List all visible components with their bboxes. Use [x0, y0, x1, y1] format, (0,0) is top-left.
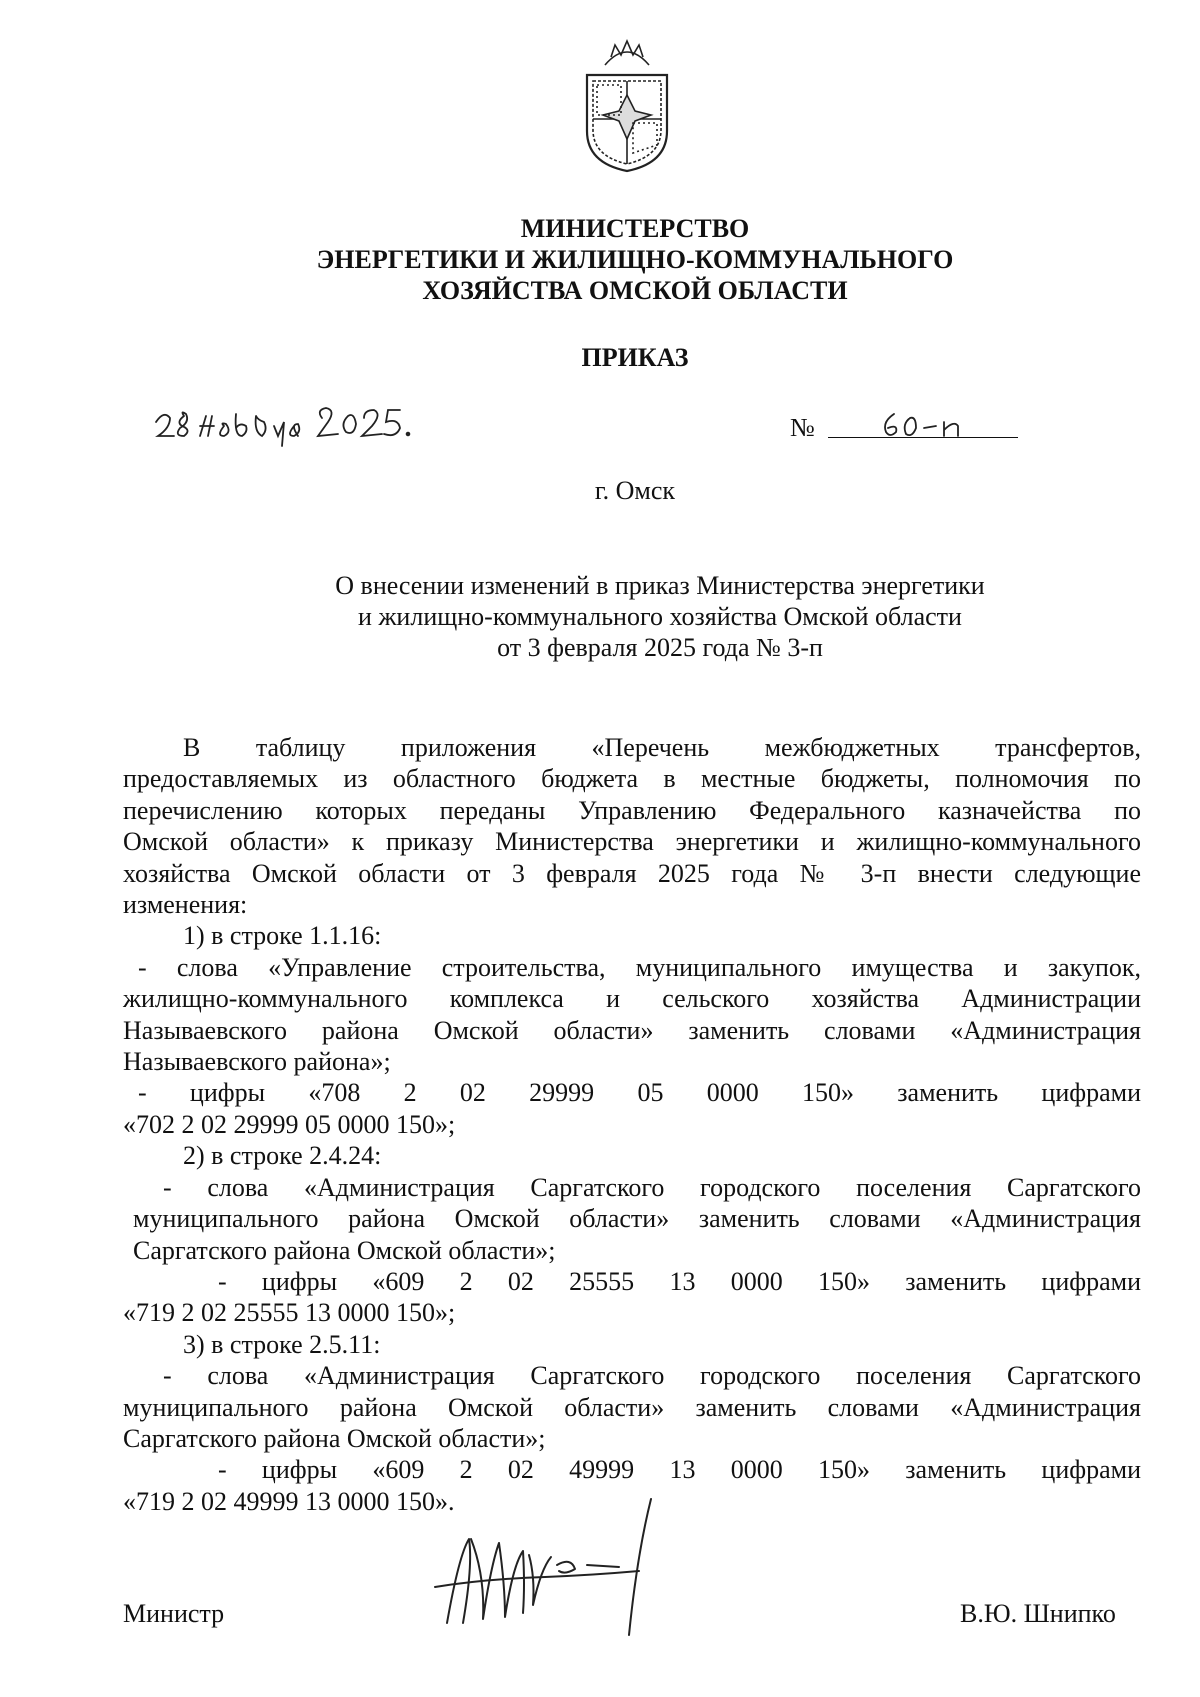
body-line: Называевского района»;: [123, 1047, 391, 1077]
body-line: хозяйства Омской области от 3 февраля 2025 года № 3-п внести следующие: [123, 858, 1141, 888]
body-line: перечислению которых переданы Управлению Федерального казначейства по: [123, 795, 1141, 825]
signatory-name: В.Ю. Шнипко: [960, 1599, 1116, 1628]
list-item-1: 1) в строке 1.1.16:: [183, 921, 382, 951]
body-line: - цифры «609 2 02 25555 13 0000 150» заменить цифрами: [218, 1266, 1141, 1296]
body-line: «702 2 02 29999 05 0000 150»;: [123, 1109, 456, 1139]
handwritten-date: [150, 392, 420, 452]
order-subject: [270, 570, 1050, 663]
subject-line-3: от 3 февраля 2025 года № 3-п: [497, 633, 823, 662]
city: г. Омск: [594, 476, 676, 505]
body-line: - цифры «708 2 02 29999 05 0000 150» заменить цифрами: [138, 1078, 1141, 1108]
body-line: Саргатского района Омской области»;: [133, 1235, 556, 1265]
body-line: изменения:: [123, 890, 248, 920]
body-line: - цифры «609 2 02 49999 13 0000 150» заменить цифрами: [218, 1455, 1141, 1485]
coat-of-arms-icon: [575, 35, 679, 175]
body-line: предоставляемых из областного бюджета в местные бюджеты, полномочия по: [123, 764, 1141, 794]
ministry-line-3: ХОЗЯЙСТВА ОМСКОЙ ОБЛАСТИ: [422, 276, 848, 305]
body-line: - слова «Управление строительства, муниципального имущества и закупок,: [138, 952, 1141, 982]
signature-icon: [425, 1495, 685, 1645]
body-line: - слова «Администрация Саргатского городского поселения Саргатского: [163, 1172, 1141, 1202]
list-item-2: 2) в строке 2.4.24:: [183, 1141, 382, 1171]
handwritten-order-number: [880, 408, 970, 442]
body-line: «719 2 02 25555 13 0000 150»;: [123, 1298, 456, 1328]
ministry-line-2: ЭНЕРГЕТИКИ И ЖИЛИЩНО-КОММУНАЛЬНОГО: [316, 245, 954, 274]
ministry-line-1: МИНИСТЕРСТВО: [520, 214, 750, 243]
signatory-title: Министр: [123, 1599, 225, 1628]
order-body: [123, 732, 1141, 1517]
ministry-heading: [200, 213, 1070, 306]
subject-line-2: и жилищно-коммунального хозяйства Омской области: [358, 602, 962, 631]
body-line: Саргатского района Омской области»;: [123, 1423, 546, 1453]
body-line: муниципального района Омской области» заменить словами «Администрация: [123, 1392, 1141, 1422]
order-number-label: №: [790, 413, 815, 442]
body-line: жилищно-коммунального комплекса и сельского хозяйства Администрации: [123, 984, 1141, 1014]
body-line: - слова «Администрация Саргатского городского поселения Саргатского: [163, 1361, 1141, 1391]
body-line: «719 2 02 49999 13 0000 150».: [123, 1486, 455, 1516]
subject-line-1: О внесении изменений в приказ Министерства энергетики: [335, 571, 985, 600]
list-item-3: 3) в строке 2.5.11:: [183, 1329, 381, 1359]
body-line: В таблицу приложения «Перечень межбюджетных трансфертов,: [183, 733, 1141, 762]
body-line: муниципального района Омской области» заменить словами «Администрация: [133, 1204, 1141, 1234]
body-line: Омской области» к приказу Министерства энергетики и жилищно-коммунального: [123, 827, 1141, 857]
body-line: Называевского района Омской области» заменить словами «Администрация: [123, 1015, 1141, 1045]
document-type: ПРИКАЗ: [581, 343, 689, 372]
